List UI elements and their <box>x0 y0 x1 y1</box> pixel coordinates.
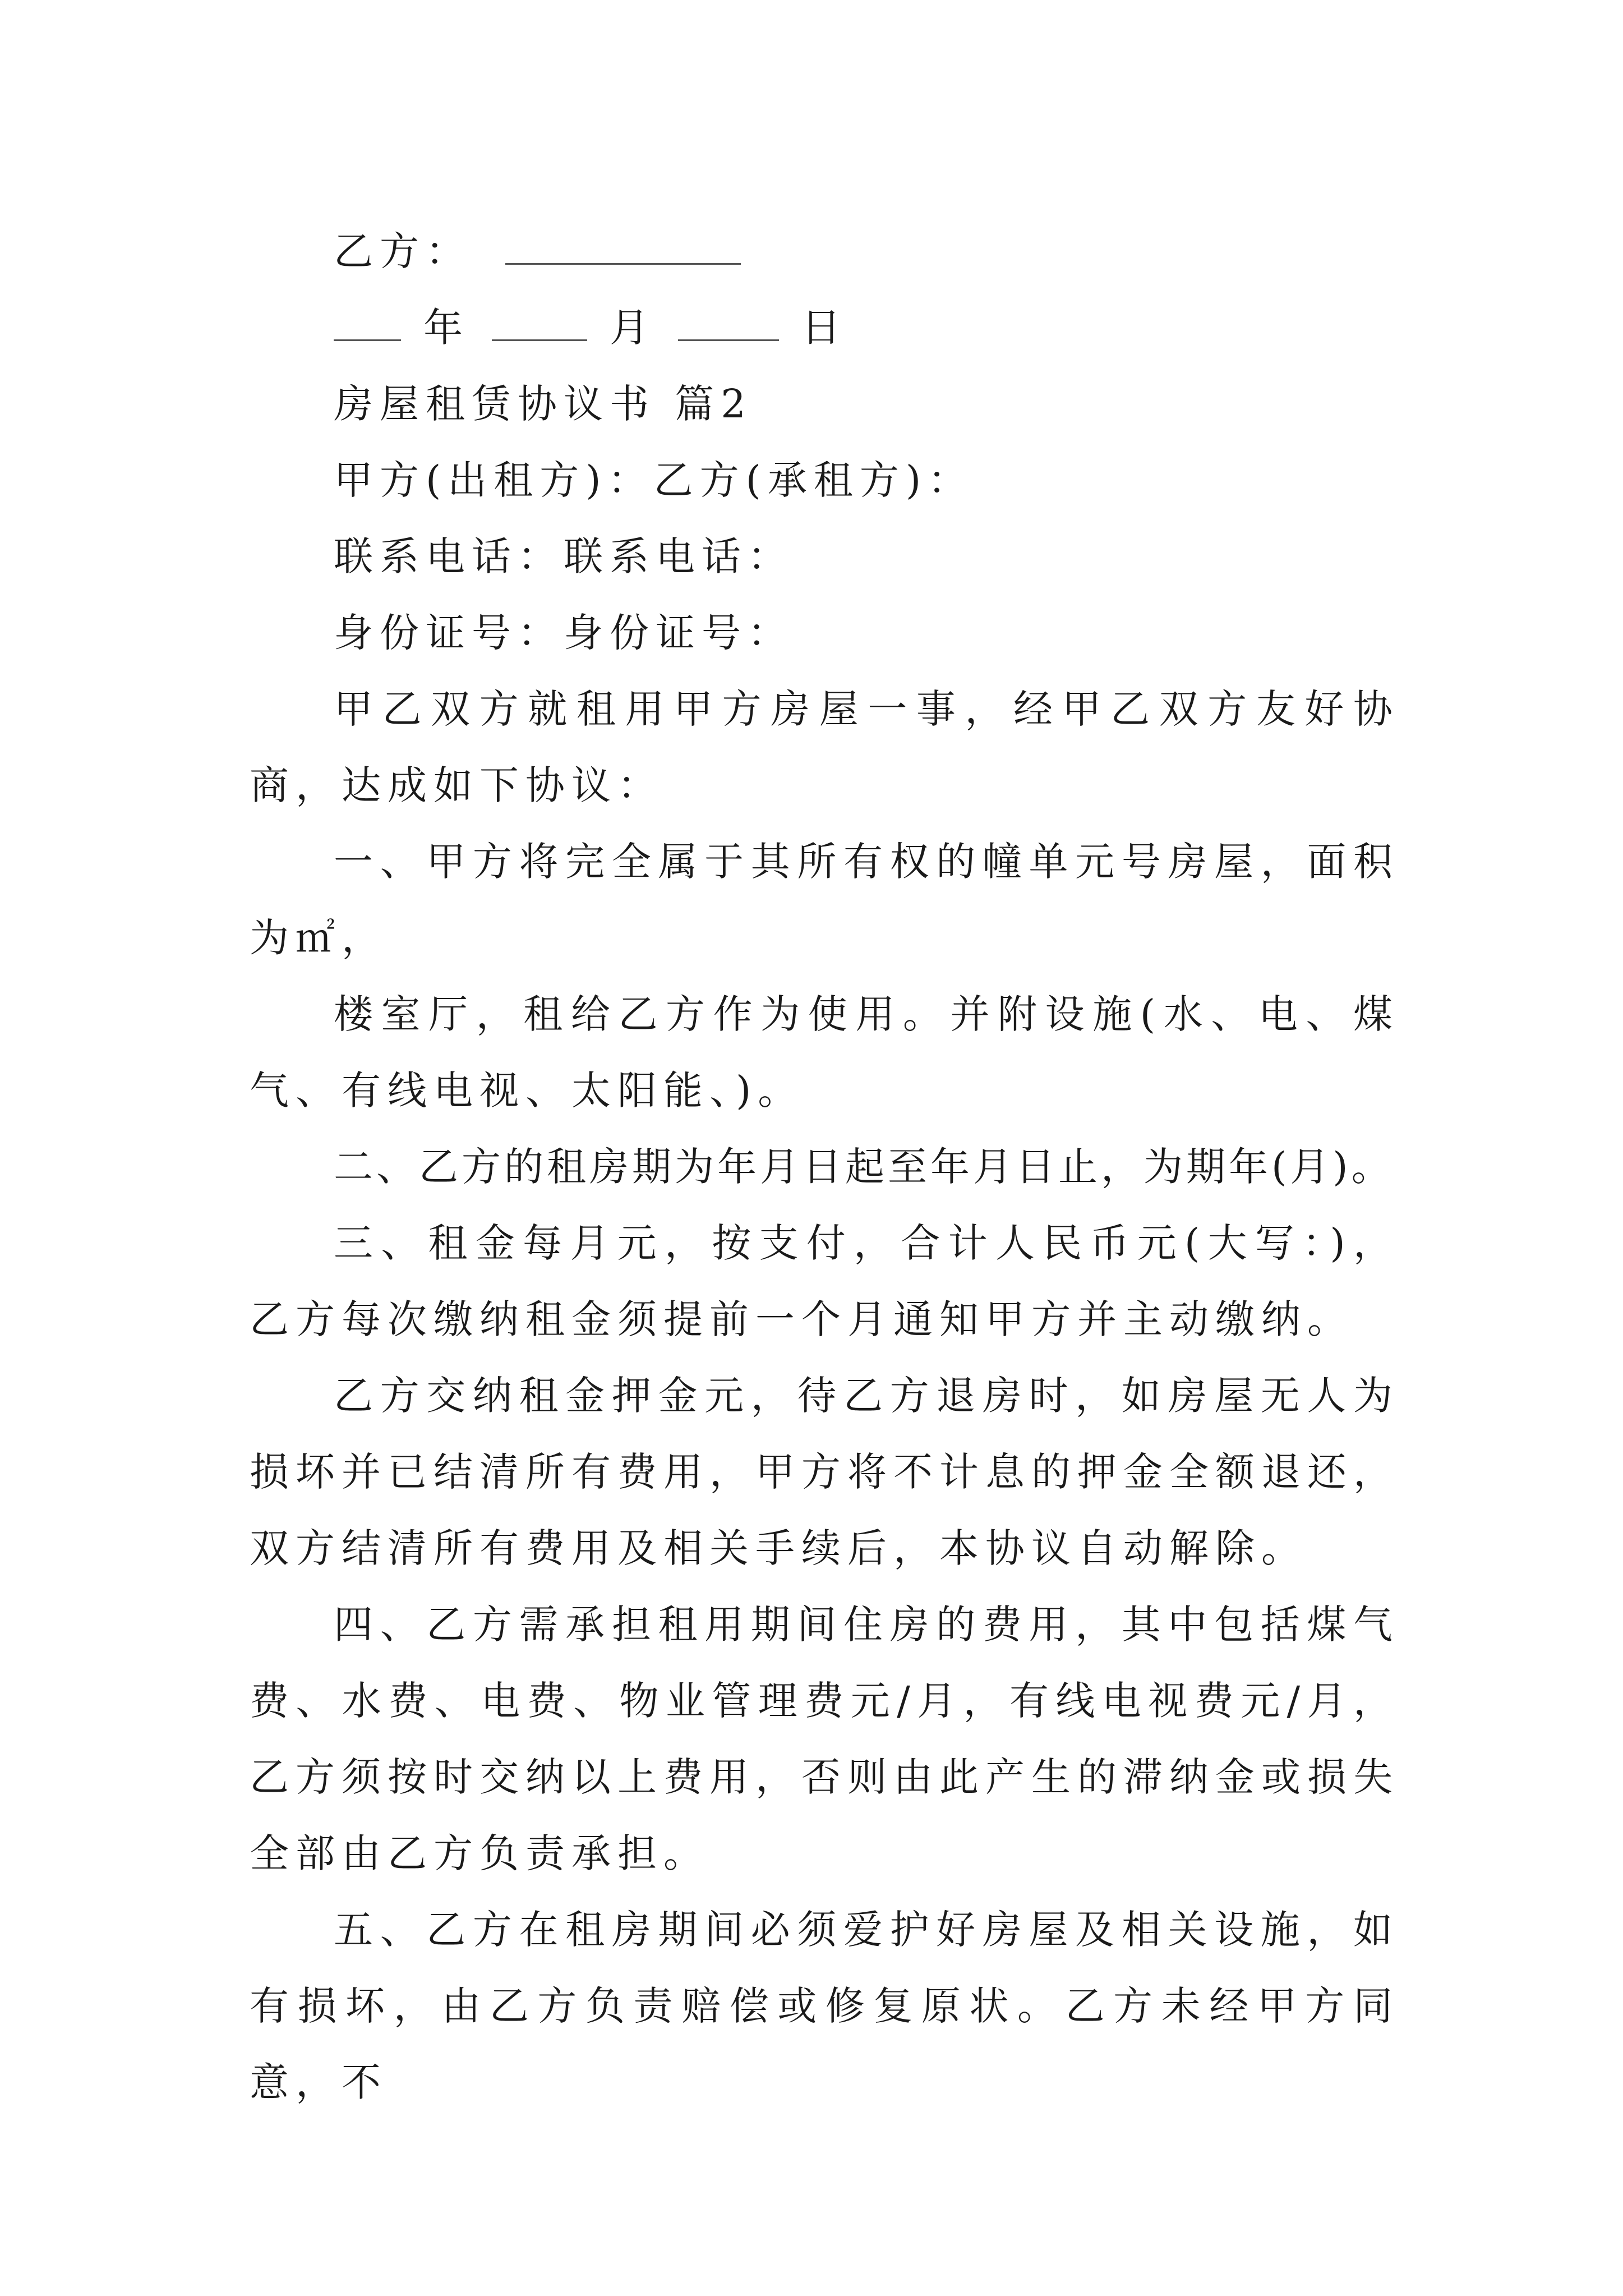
year-blank <box>334 305 401 341</box>
paragraph-clause-2: 二、乙方的租房期为年月日起至年月日止，为期年(月)。 <box>334 1144 1394 1190</box>
paragraph-intro: 甲乙双方就租用甲方房屋一事，经甲乙双方友好协商，达成如下协议： <box>250 686 1399 808</box>
id-line: 身份证号：身份证号： <box>334 610 794 656</box>
year-label: 年 <box>423 305 469 351</box>
document-body <box>250 213 1427 2120</box>
signature-party-b <box>250 213 1427 289</box>
paragraph-deposit: 乙方交纳租金押金元，待乙方退房时，如房屋无人为损坏并已结清所有费用，甲方将不计息的押金全额退还，双方结清所有费用及相关手续后，本协议自动解除。 <box>250 1373 1399 1571</box>
paragraph-clause-1a: 一、甲方将完全属于其所有权的幢单元号房屋，面积为㎡， <box>250 839 1399 961</box>
section-title: 房屋租赁协议书 篇2 <box>334 381 753 427</box>
paragraph-clause-4: 四、乙方需承担租用期间住房的费用，其中包括煤气费、水费、电费、物业管理费元/月，有线电视费元/月，乙方须按时交纳以上费用，否则由此产生的滞纳金或损失全部由乙方负责承担。 <box>250 1602 1399 1876</box>
phone-line: 联系电话：联系电话： <box>334 533 794 579</box>
day-blank <box>678 305 779 341</box>
paragraph-clause-5: 五、乙方在租房期间必须爱护好房屋及相关设施，如有损坏，由乙方负责赔偿或修复原状。乙方未经甲方同意，不 <box>250 1907 1399 2105</box>
parties-line: 甲方(出租方)：乙方(承租方)： <box>334 457 974 503</box>
party-b-label: 乙方： <box>334 228 472 274</box>
signature-blank <box>505 228 741 265</box>
paragraph-clause-3: 三、租金每月元，按支付，合计人民币元(大写：)，乙方每次缴纳租金须提前一个月通知甲方并主动缴纳。 <box>250 1220 1399 1342</box>
month-blank <box>492 305 587 341</box>
month-label: 月 <box>610 305 656 351</box>
day-label: 日 <box>801 305 847 351</box>
paragraph-clause-1b: 楼室厅，租给乙方作为使用。并附设施(水、电、煤气、有线电视、太阳能、)。 <box>250 991 1399 1114</box>
date-line <box>250 289 1427 366</box>
